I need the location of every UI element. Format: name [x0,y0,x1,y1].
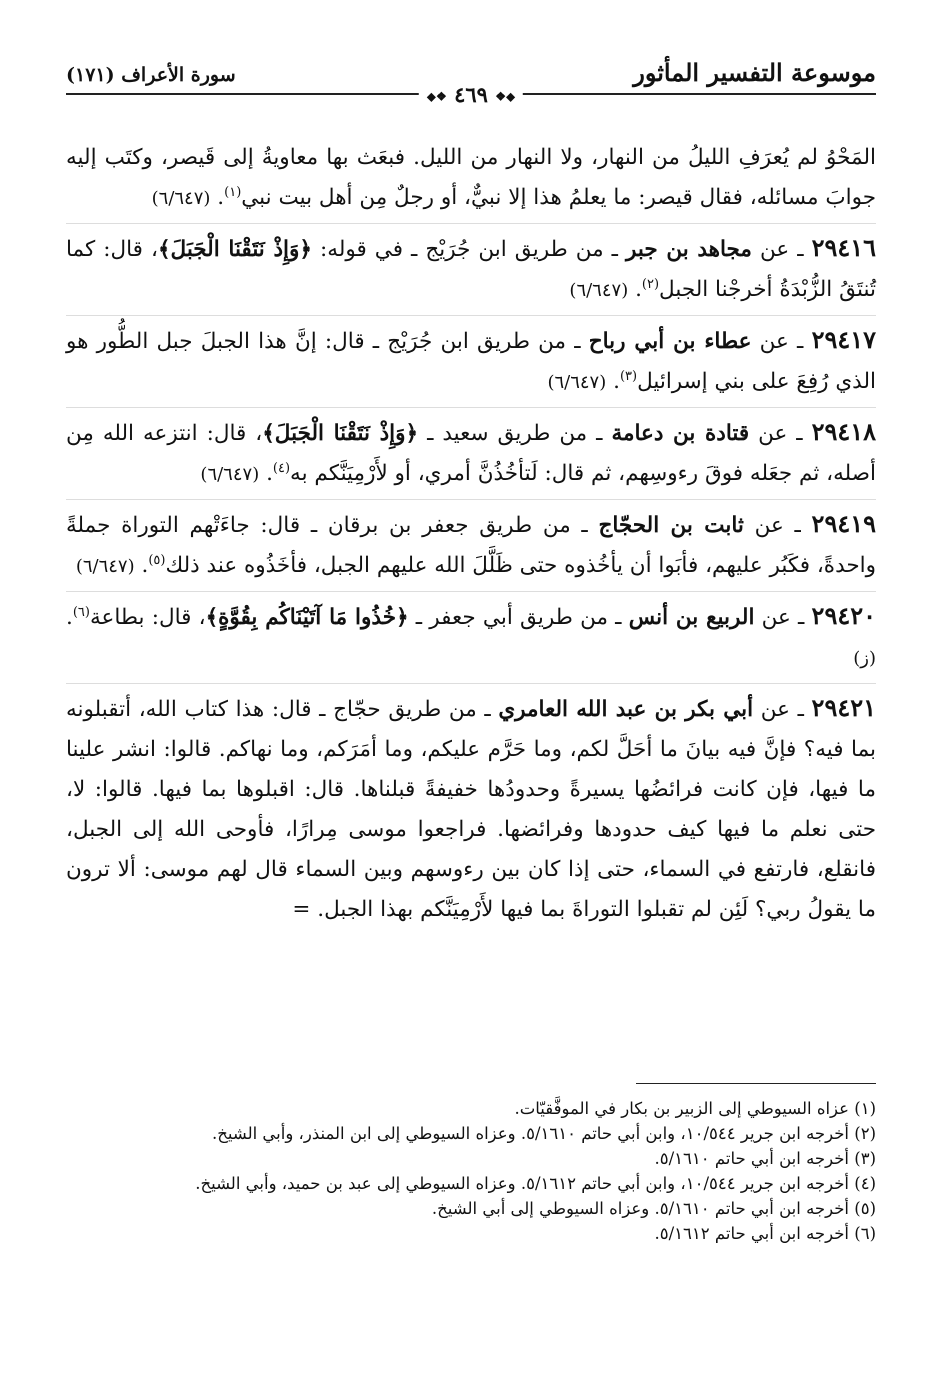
page-number-box [419,82,523,107]
footnote-marker: (٣) [619,368,638,384]
hadith-paragraph: ٢٩٤٢٠ ـ عن الربيع بن أنس ـ من طريق أبي جعفر ـ ﴿خُذُوا مَا آتَيْنَاكُم بِقُوَّةٍ﴾، قال: بطاعة$^{(٦)}$. (ز) [66,591,876,679]
hadith-number: ٢٩٤١٧ [811,325,877,354]
footnote: (٣) أخرجه ابن أبي حاتم ٥/١٦١٠. [654,1149,876,1168]
hadith-paragraph: ٢٩٤١٨ ـ عن قتادة بن دعامة ـ من طريق سعيد ـ ﴿وَإِذْ نَتَقْنَا الْجَبَلَ﴾، قال: انتزعه الله مِن أصله، ثم جعَله فوقَ رءوسِهم، ثم قال: لَتأخُذُنَّ أمري، أو لأَرْمِيَنَّكم به$^{(٤)}$. (٦/٦٤٧) [66,407,876,495]
footnote-marker: (٤) [272,460,291,476]
hadith-number: ٢٩٤٢٠ [811,601,876,630]
narrator: الربيع بن أنس [628,605,755,630]
narrator: عطاء بن أبي رباح [588,329,752,354]
footnote-marker: (٥) [148,552,166,568]
footnote: (٥) أخرجه ابن أبي حاتم ٥/١٦١٠. وعزاه السيوطي إلى أبي الشيخ. [431,1199,876,1218]
footnote: (٤) أخرجه ابن جرير ١٠/٥٤٤، وابن أبي حاتم ٥/١٦١٢. وعزاه السيوطي إلى عبد بن حميد، وأبي الشيخ. [195,1174,876,1193]
quran-quote: ﴿خُذُوا مَا آتَيْنَاكُم بِقُوَّةٍ﴾ [205,605,409,630]
volume-reference: (٦/٦٤٧) [200,464,260,485]
hadith-number: ٢٩٤٢١ [811,693,876,722]
footnote: (٦) أخرجه ابن أبي حاتم ٥/١٦١٢. [654,1224,876,1243]
main-text [66,138,876,930]
intro-text: المَحْوُ لم يُعرَفِ الليلُ من النهار، ولا النهار من الليل. فبعَث بها معاويةُ إلى قَيصر، وكتَب إليه جوابَ مسائله، فقال قيصر: ما يعلمُ هذا إلا نبيٌّ، أو رجلٌ مِن أهل بيت نبي [66,145,876,210]
footnotes [66,1096,876,1246]
volume-reference: (٦/٦٤٧) [75,556,135,577]
narrator: مجاهد بن جبر [626,237,752,262]
ornament-icon: ◆❖ [495,89,516,104]
narrator: أبي بكر بن عبد الله العامري [498,697,754,722]
footnote-marker: (١) [224,184,242,200]
volume-reference: (٦/٦٤٧) [151,188,211,209]
quran-quote: ﴿وَإِذْ نَتَقْنَا الْجَبَلَ﴾ [262,421,419,446]
hadith-paragraph: ٢٩٤١٧ ـ عن عطاء بن أبي رباح ـ من طريق ابن جُرَيْج ـ قال: إنَّ هذا الجبلَ جبل الطُّور هو الذي رُفِعَ على بني إسرائيل$^{(٣)}$. (٦/٦٤٧) [66,315,876,403]
intro-paragraph: المَحْوُ لم يُعرَفِ الليلُ من النهار، ولا النهار من الليل. فبعَث بها معاويةُ إلى قَيصر، وكتَب إليه جوابَ مسائله، فقال قيصر: ما يعلمُ هذا إلا نبيٌّ، أو رجلٌ مِن أهل بيت نبي$^{(١)}$. (٦/٦٤٧) [66,145,876,210]
footnote-divider [636,1083,876,1084]
volume-reference: (٦/٦٤٧) [569,280,629,301]
hadith-paragraph: ٢٩٤١٩ ـ عن ثابت بن الحجّاج ـ من طريق جعفر بن برقان ـ قال: جاءَتْهم التوراة جملةً واحدةً، فكَبُر عليهم، فأبَوا أن يأخُذوه حتى ظَلَّلَ الله عليهم الجبل، فأخَذُوه عند ذلك$^{(٥)}$. (٦/٦٤٧) [66,499,876,587]
quran-quote: ﴿وَإِذْ نَتَقْنَا الْجَبَلَ﴾ [157,237,313,262]
hadith-paragraph: ٢٩٤٢١ ـ عن أبي بكر بن عبد الله العامري ـ من طريق حجّاج ـ قال: هذا كتاب الله، أتقبلونه بما فيه؟ فإنَّ فيه بيانَ ما أحَلَّ لكم، وما حَرَّم عليكم، وما أمَرَكم، وما نهاكم. قالوا: انشر علينا ما فيها، فإن كانت فرائضُها يسيرةً وحدودُها خفيفةً قبلناها. قال: اقبلوها بما فيها. قالوا: لا، حتى نعلم ما فيها كيف حدودها وفرائضها. فراجعوا موسى مِرارًا، فأوحى الله إلى الجبل، فانقلع، فارتفع في السماء، حتى إذا كان بين رءوسهم وبين السماء قال لهم موسى: ألا ترون ما يقولُ ربي؟ لَئِن لم تقبلوا التوراةَ بما فيها لأَرْمِيَنَّكم بهذا الجبل. = [66,683,876,930]
hadith-number: ٢٩٤١٩ [811,509,876,538]
narrator: قتادة بن دعامة [611,421,750,446]
volume-reference: (٦/٦٤٧) [547,372,607,393]
surah-title: سورة الأعراف (١٧١) [66,64,236,86]
footnote: (١) عزاه السيوطي إلى الزبير بن بكار في الموفَّقيّات. [514,1099,876,1118]
footnote-marker: (٦) [72,604,90,620]
hadith-paragraph: ٢٩٤١٦ ـ عن مجاهد بن جبر ـ من طريق ابن جُرَيْج ـ في قوله: ﴿وَإِذْ نَتَقْنَا الْجَبَلَ﴾، قال: كما تُنتَقُ الزُّبْدَةُ أخرجْنا الجبل$^{(٢)}$. (٦/٦٤٧) [66,223,876,311]
ornament-icon: ❖◆ [426,89,447,104]
volume-reference: (ز) [853,648,876,669]
book-title: موسوعة التفسير المأثور [633,58,876,87]
footnote: (٢) أخرجه ابن جرير ١٠/٥٤٤، وابن أبي حاتم ٥/١٦١٠. وعزاه السيوطي إلى ابن المنذر، وأبي الشيخ. [211,1124,876,1143]
running-header [66,52,876,122]
footnote-marker: (٢) [641,276,660,292]
narrator: ثابت بن الحجّاج [598,513,744,538]
page-number: ٤٦٩ [454,82,488,107]
hadith-number: ٢٩٤١٨ [811,417,877,446]
hadith-number: ٢٩٤١٦ [811,233,877,262]
